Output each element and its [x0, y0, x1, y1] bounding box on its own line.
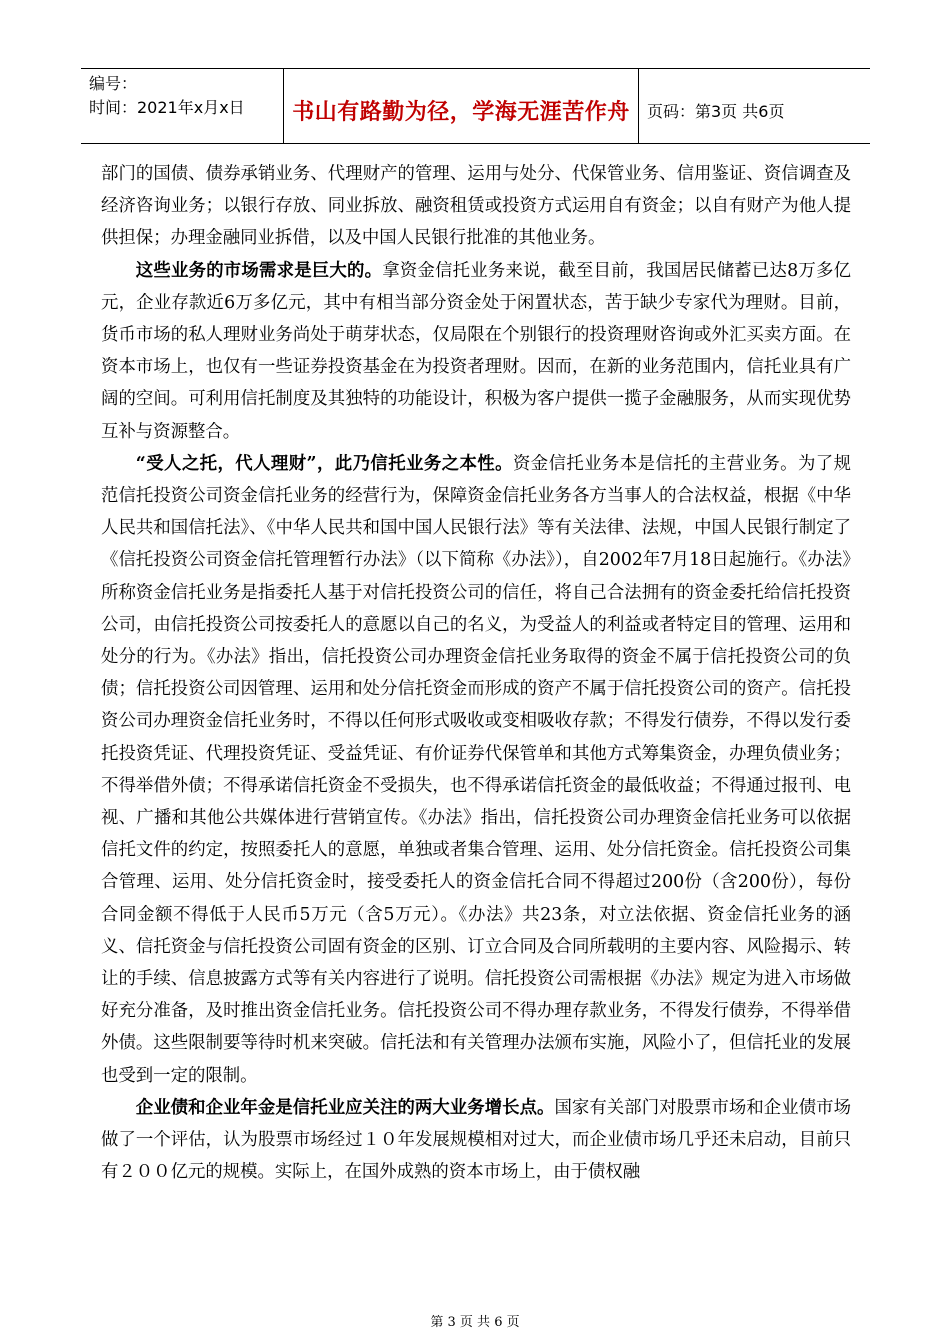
paragraph-3-heading: “受人之托，代人理财”，此乃信托业务之本性。 — [135, 453, 513, 474]
footer-page-number: 第 3 页 共 6 页 — [430, 1315, 520, 1330]
paragraph-3 — [101, 448, 851, 1092]
paragraph-4-text: 国家有关部门对股票市场和企业债市场做了一个评估，认为股票市场经过１０年发展规模相对过大，而企业债市场几乎还未启动，目前只有２００亿元的规模。实际上，在国外成熟的资本市场上，由于债权融 — [101, 1097, 851, 1183]
paragraph-3-text: 资金信托业务本是信托的主营业务。为了规范信托投资公司资金信托业务的经营行为，保障资金信托业务各方当事人的合法权益，根据《中华人民共和国信托法》、《中华人民共和国中国人民银行法》等有关法律、法规，中国人民银行制定了《信托投资公司资金信托管理暂行办法》（以下简称《办法》），自2002年7月18日起施行。《办法》所称资金信托业务是指委托人基于对信托投资公司的信任，将自己合法拥有的资金委托给信托投资公司，由信托投资公司按委托人的意愿以自己的名义，为受益人的利益或者特定目的管理、运用和处分的行为。《办法》指出，信托投资公司办理资金信托业务取得的资金不属于信托投资公司的负债；信托投资公司因管理、运用和处分信托资金而形成的资产不属于信托投资公司的资产。信托投资公司办理资金信托业务时，不得以任何形式吸收或变相吸收存款；不得发行债券，不得以发行委托投资凭证、代理投资凭证、受益凭证、有价证券代保管单和其他方式筹集资金，办理负债业务；不得举借外债；不得承诺信托资金不受损失，也不得承诺信托资金的最低收益；不得通过报刊、电视、广播和其他公共媒体进行营销宣传。《办法》指出，信托投资公司办理资金信托业务可以依据信托文件的约定，按照委托人的意愿，单独或者集合管理、运用、处分信托资金。信托投资公司集合管理、运用、处分信托资金时，接受委托人的资金信托合同不得超过200份（含200份），每份合同金额不得低于人民币5万元（含5万元）。《办法》共23条，对立法依据、资金信托业务的涵义、信托资金与信托投资公司固有资金的区别、订立合同及合同所载明的主要内容、风险揭示、转让的手续、信息披露方式等有关内容进行了说明。信托投资公司需根据《办法》规定为进入市场做好充分准备，及时推出资金信托业务。信托投资公司不得办理存款业务，不得发行债券，不得举借外债。这些限制要等待时机来突破。信托法和有关管理办法颁布实施，风险小了，但信托业的发展也受到一定的限制。 — [101, 453, 851, 1086]
paragraph-1-text: 部门的国债、债券承销业务、代理财产的管理、运用与处分、代保管业务、信用鉴证、资信调查及经济咨询业务；以银行存放、同业拆放、融资租赁或投资方式运用自有资金；以自有财产为他人提供担保；办理金融同业拆借，以及中国人民银行批准的其他业务。 — [101, 164, 851, 249]
document-number-label: 编号： — [89, 74, 138, 93]
page-number-text: 页码：第3页 共6页 — [647, 101, 785, 121]
header-meta — [81, 69, 284, 143]
paragraph-1 — [101, 158, 851, 255]
paragraph-2 — [101, 255, 851, 448]
motto-text: 书山有路勤为径，学海无涯苦作舟 — [292, 99, 630, 125]
paragraph-4-heading: 企业债和企业年金是信托业应关注的两大业务增长点。 — [135, 1097, 555, 1118]
header-motto — [284, 69, 639, 143]
document-body — [101, 158, 851, 1189]
paragraph-4 — [101, 1092, 851, 1189]
header-page-info — [639, 69, 870, 143]
paragraph-2-heading: 这些业务的市场需求是巨大的。 — [135, 260, 383, 281]
paragraph-2-text: 拿资金信托业务来说，截至目前，我国居民储蓄已达8万多亿元，企业存款近6万多亿元，其中有相当部分资金处于闲置状态，苦于缺少专家代为理财。目前，货币市场的私人理财业务尚处于萌芽状态，仅局限在个别银行的投资理财咨询或外汇买卖方面。在资本市场上，也仅有一些证券投资基金在为投资者理财。因而，在新的业务范围内，信托业具有广阔的空间。可利用信托制度及其独特的功能设计，积极为客户提供一揽子金融服务，从而实现优势互补与资源整合。 — [101, 260, 851, 442]
document-date: 时间：2021年x月x日 — [89, 98, 245, 117]
page-header — [81, 68, 870, 144]
page-footer — [0, 1311, 950, 1330]
